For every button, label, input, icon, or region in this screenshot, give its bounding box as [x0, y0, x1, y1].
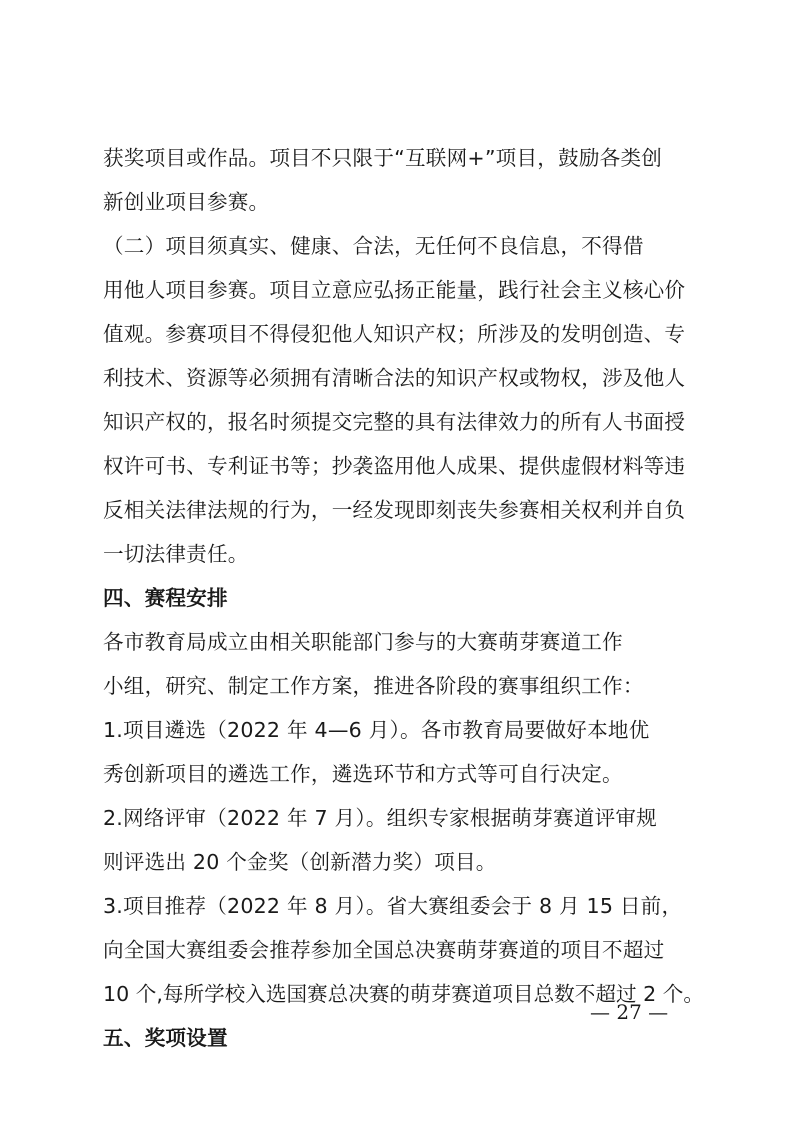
- text-line: 3.项目推荐（2022 年 8 月）。省大赛组委会于 8 月 15 日前，: [103, 894, 683, 918]
- text-line: 获奖项目或作品。项目不只限于“互联网+”项目，鼓励各类创: [103, 146, 663, 170]
- page-number: — 27 —: [590, 1000, 669, 1024]
- text-line: 权许可书、专利证书等；抄袭盗用他人成果、提供虚假材料等违: [103, 454, 686, 478]
- text-line: 1.项目遴选（2022 年 4—6 月）。各市教育局要做好本地优: [103, 718, 650, 742]
- text-line: 反相关法律法规的行为，一经发现即刻丧失参赛相关权利并自负: [103, 498, 686, 522]
- section-heading: 五、奖项设置: [103, 1026, 228, 1050]
- text-line: 向全国大赛组委会推荐参加全国总决赛萌芽赛道的项目不超过: [103, 938, 665, 962]
- text-line: 秀创新项目的遴选工作，遴选环节和方式等可自行决定。: [103, 762, 623, 786]
- text-line: 各市教育局成立由相关职能部门参与的大赛萌芽赛道工作: [103, 630, 623, 654]
- text-line: 10 个,每所学校入选国赛总决赛的萌芽赛道项目总数不超过 2 个。: [103, 982, 704, 1006]
- text-line: （二）项目须真实、健康、合法，无任何不良信息，不得借: [103, 234, 644, 258]
- text-line: 知识产权的，报名时须提交完整的具有法律效力的所有人书面授: [103, 410, 686, 434]
- text-line: 用他人项目参赛。项目立意应弘扬正能量，践行社会主义核心价: [103, 278, 686, 302]
- text-line: 小组，研究、制定工作方案，推进各阶段的赛事组织工作：: [103, 674, 644, 698]
- text-line: 一切法律责任。: [103, 542, 249, 566]
- text-line: 则评选出 20 个金奖（创新潜力奖）项目。: [103, 850, 497, 874]
- text-line: 值观。参赛项目不得侵犯他人知识产权；所涉及的发明创造、专: [103, 322, 686, 346]
- section-heading: 四、赛程安排: [103, 586, 228, 610]
- text-line: 新创业项目参赛。: [103, 190, 270, 214]
- text-line: 利技术、资源等必须拥有清晰合法的知识产权或物权，涉及他人: [103, 366, 686, 390]
- text-line: 2.网络评审（2022 年 7 月）。组织专家根据萌芽赛道评审规: [103, 806, 657, 830]
